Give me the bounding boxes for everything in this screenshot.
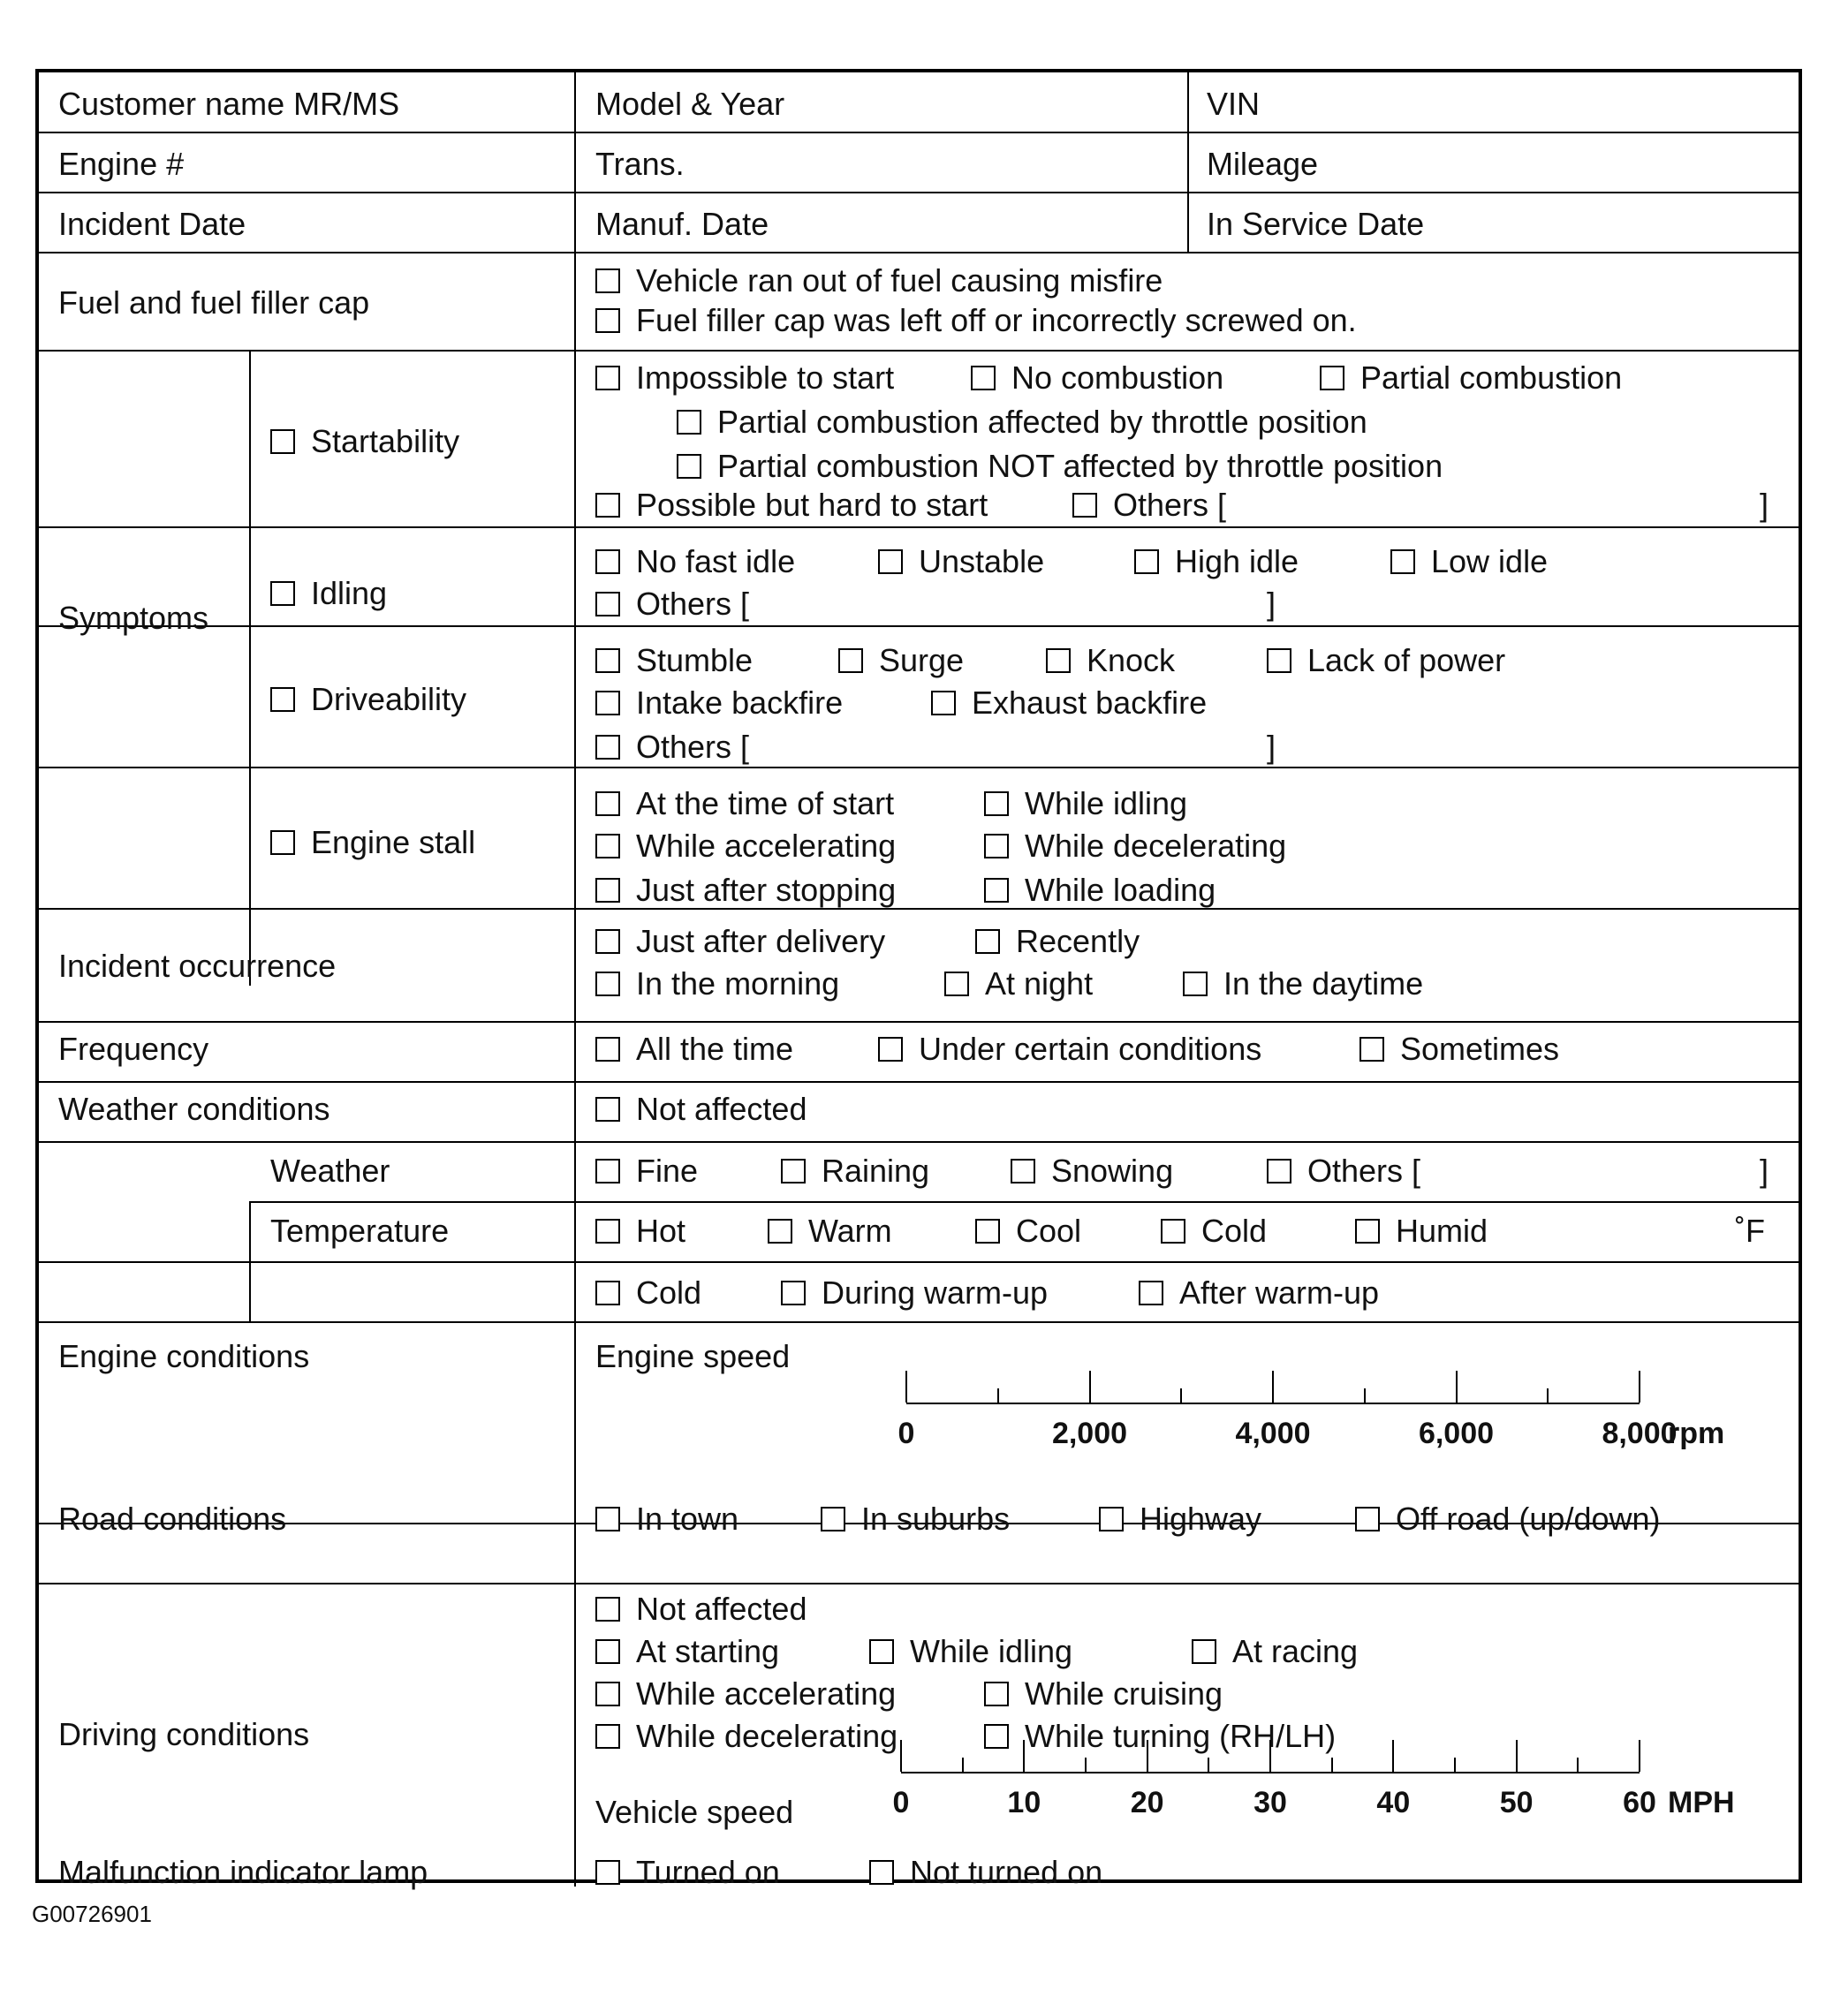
bracket-close: ] (1267, 729, 1276, 765)
driveability-label: Driveability (311, 681, 467, 717)
symptoms-section-label: Symptoms (58, 600, 209, 636)
cold-temperature-checkbox[interactable] (1161, 1219, 1185, 1244)
mph-scale-minor-tick (1208, 1758, 1209, 1772)
warm-checkbox[interactable] (768, 1219, 792, 1244)
row-divider (39, 1583, 1799, 1584)
no-combustion-checkbox[interactable] (971, 366, 996, 390)
row-divider (39, 625, 1799, 627)
rpm-scale-tick-label: 8,000 (1602, 1417, 1678, 1450)
mph-scale-minor-tick (1085, 1758, 1087, 1772)
mph-scale-major-tick (1516, 1740, 1518, 1772)
high-idle-label: High idle (1175, 543, 1299, 579)
driving-conditions-label: Driving conditions (58, 1716, 310, 1752)
fine-label: Fine (636, 1153, 699, 1189)
intake-backfire-checkbox[interactable] (595, 691, 620, 715)
cool-label: Cool (1016, 1213, 1082, 1249)
mph-scale-tick-label: 30 (1253, 1786, 1287, 1819)
at-starting-checkbox[interactable] (595, 1639, 620, 1664)
at-racing-label: At racing (1232, 1633, 1359, 1669)
figure-code: G00726901 (32, 1901, 152, 1927)
row-divider (39, 252, 1799, 253)
no-fast-idle-label: No fast idle (636, 543, 796, 579)
driving-while-accelerating-label: While accelerating (636, 1675, 897, 1712)
not-turned-on-checkbox[interactable] (869, 1860, 894, 1885)
mph-scale-major-tick (1147, 1740, 1148, 1772)
mph-scale-minor-tick (1454, 1758, 1456, 1772)
in-the-morning-checkbox[interactable] (595, 972, 620, 996)
temperature-label: Temperature (270, 1213, 450, 1249)
unstable-label: Unstable (919, 543, 1045, 579)
row-divider (901, 1772, 1640, 1773)
cold-temperature-label: Cold (1201, 1213, 1268, 1249)
frequency-label: Frequency (58, 1031, 209, 1067)
mph-scale-major-tick (1023, 1740, 1025, 1772)
all-the-time-checkbox[interactable] (595, 1037, 620, 1062)
humid-checkbox[interactable] (1355, 1219, 1380, 1244)
mph-scale-tick-label: 10 (1007, 1786, 1041, 1819)
stumble-label: Stumble (636, 642, 754, 678)
startability-label: Startability (311, 423, 460, 459)
recently-label: Recently (1016, 923, 1140, 959)
startability-checkbox[interactable] (270, 429, 295, 454)
at-racing-checkbox[interactable] (1192, 1639, 1216, 1664)
not-turned-on-label: Not turned on (910, 1854, 1103, 1890)
while-turning-checkbox[interactable] (984, 1724, 1009, 1749)
while-loading-label: While loading (1025, 872, 1216, 908)
stall-while-idling-label: While idling (1025, 785, 1188, 821)
low-idle-checkbox[interactable] (1390, 549, 1415, 574)
row-divider (39, 1081, 1799, 1083)
engine-cold-checkbox[interactable] (595, 1281, 620, 1305)
customer-name-field: Customer name MR/MS (58, 86, 400, 122)
driving-while-accelerating-checkbox[interactable] (595, 1682, 620, 1706)
while-loading-checkbox[interactable] (984, 878, 1009, 903)
row-divider (39, 1021, 1799, 1023)
after-warm-up-checkbox[interactable] (1139, 1281, 1163, 1305)
just-after-stopping-checkbox[interactable] (595, 878, 620, 903)
rpm-scale-minor-tick (1547, 1388, 1549, 1403)
turned-on-checkbox[interactable] (595, 1860, 620, 1885)
rpm-scale-unit: rpm (1668, 1417, 1725, 1450)
raining-label: Raining (822, 1153, 930, 1189)
after-warm-up-label: After warm-up (1179, 1274, 1380, 1311)
mph-scale-tick-label: 60 (1623, 1786, 1656, 1819)
at-starting-label: At starting (636, 1633, 780, 1669)
rpm-scale-major-tick (1456, 1371, 1458, 1403)
driveability-checkbox[interactable] (270, 687, 295, 712)
fuel-section-label: Fuel and fuel filler cap (58, 284, 370, 321)
under-certain-conditions-label: Under certain conditions (919, 1031, 1262, 1067)
filler-cap-off-label: Fuel filler cap was left off or incorrectly screwed on. (636, 302, 1357, 338)
startability-others-checkbox[interactable] (1072, 493, 1097, 518)
at-time-of-start-label: At the time of start (636, 785, 895, 821)
no-fast-idle-checkbox[interactable] (595, 549, 620, 574)
weather-not-affected-label: Not affected (636, 1091, 807, 1127)
row-divider (39, 767, 1799, 768)
weather-not-affected-checkbox[interactable] (595, 1097, 620, 1122)
mph-scale-major-tick (1392, 1740, 1394, 1772)
weather-others-label: Others [ (1307, 1153, 1421, 1189)
hard-to-start-label: Possible but hard to start (636, 487, 988, 523)
all-the-time-label: All the time (636, 1031, 794, 1067)
surge-label: Surge (879, 642, 965, 678)
driving-while-decelerating-checkbox[interactable] (595, 1724, 620, 1749)
during-warm-up-label: During warm-up (822, 1274, 1049, 1311)
column-divider (249, 1201, 251, 1321)
during-warm-up-checkbox[interactable] (781, 1281, 806, 1305)
partial-affected-by-throttle-checkbox[interactable] (677, 410, 701, 435)
stall-while-accelerating-label: While accelerating (636, 828, 897, 864)
exhaust-backfire-checkbox[interactable] (931, 691, 956, 715)
at-night-label: At night (985, 965, 1094, 1002)
incident-date-field: Incident Date (58, 206, 246, 242)
high-idle-checkbox[interactable] (1134, 549, 1159, 574)
rpm-scale-major-tick (1089, 1371, 1091, 1403)
mph-scale-unit: MPH (1668, 1786, 1735, 1819)
trans-field: Trans. (595, 146, 685, 182)
idling-others-checkbox[interactable] (595, 592, 620, 616)
driving-not-affected-checkbox[interactable] (595, 1597, 620, 1622)
unstable-checkbox[interactable] (878, 549, 903, 574)
lack-of-power-label: Lack of power (1307, 642, 1506, 678)
column-divider (574, 72, 576, 1887)
intake-backfire-label: Intake backfire (636, 684, 844, 721)
knock-checkbox[interactable] (1046, 648, 1071, 673)
row-divider (39, 192, 1799, 193)
stall-while-decelerating-label: While decelerating (1025, 828, 1287, 864)
engine-conditions-label: Engine conditions (58, 1338, 310, 1374)
idling-label: Idling (311, 575, 388, 611)
engine-stall-label: Engine stall (311, 824, 476, 860)
driving-while-idling-label: While idling (910, 1633, 1073, 1669)
driving-not-affected-label: Not affected (636, 1591, 807, 1627)
cool-checkbox[interactable] (975, 1219, 1000, 1244)
in-the-daytime-checkbox[interactable] (1183, 972, 1208, 996)
exhaust-backfire-label: Exhaust backfire (972, 684, 1208, 721)
mil-label: Malfunction indicator lamp (58, 1854, 428, 1890)
engine-cold-label: Cold (636, 1274, 702, 1311)
engine-number-field: Engine # (58, 146, 185, 182)
partial-not-affected-by-throttle-checkbox[interactable] (677, 454, 701, 479)
mph-scale-major-tick (1269, 1740, 1271, 1772)
impossible-to-start-checkbox[interactable] (595, 366, 620, 390)
sometimes-checkbox[interactable] (1359, 1037, 1384, 1062)
rpm-scale-major-tick (1639, 1371, 1640, 1403)
road-conditions-label: Road conditions (58, 1501, 287, 1537)
in-the-morning-label: In the morning (636, 965, 840, 1002)
highway-label: Highway (1140, 1501, 1262, 1537)
mph-scale-tick-label: 40 (1376, 1786, 1411, 1819)
driving-while-decelerating-label: While decelerating (636, 1718, 898, 1754)
stall-while-idling-checkbox[interactable] (984, 791, 1009, 816)
row-divider (249, 1201, 1799, 1203)
rpm-scale-tick-label: 2,000 (1051, 1417, 1128, 1450)
recently-checkbox[interactable] (975, 929, 1000, 954)
engine-stall-checkbox[interactable] (270, 830, 295, 855)
engine-speed-label: Engine speed (595, 1338, 791, 1374)
row-divider (39, 908, 1799, 910)
bracket-close: ] (1760, 487, 1769, 523)
raining-checkbox[interactable] (781, 1159, 806, 1183)
knock-label: Knock (1087, 642, 1176, 678)
driving-while-idling-checkbox[interactable] (869, 1639, 894, 1664)
vehicle-speed-label: Vehicle speed (595, 1794, 794, 1830)
rpm-scale-minor-tick (997, 1388, 999, 1403)
idling-checkbox[interactable] (270, 581, 295, 606)
mph-scale-tick-label: 50 (1499, 1786, 1534, 1819)
driveability-others-checkbox[interactable] (595, 735, 620, 760)
partial-not-affected-by-throttle-label: Partial combustion NOT affected by throttle position (717, 448, 1443, 484)
rpm-scale-minor-tick (1180, 1388, 1182, 1403)
in-town-label: In town (636, 1501, 739, 1537)
manuf-date-field: Manuf. Date (595, 206, 769, 242)
bracket-close: ] (1760, 1153, 1769, 1189)
mph-scale-minor-tick (1577, 1758, 1579, 1772)
mph-scale-major-tick (1639, 1740, 1640, 1772)
under-certain-conditions-checkbox[interactable] (878, 1037, 903, 1062)
no-combustion-label: No combustion (1011, 359, 1224, 396)
bracket-close: ] (1267, 586, 1276, 622)
lack-of-power-checkbox[interactable] (1267, 648, 1291, 673)
stall-while-decelerating-checkbox[interactable] (984, 834, 1009, 858)
while-cruising-checkbox[interactable] (984, 1682, 1009, 1706)
model-year-field: Model & Year (595, 86, 785, 122)
just-after-delivery-checkbox[interactable] (595, 929, 620, 954)
while-cruising-label: While cruising (1025, 1675, 1223, 1712)
at-time-of-start-checkbox[interactable] (595, 791, 620, 816)
column-divider (249, 350, 251, 986)
filler-cap-off-checkbox[interactable] (595, 308, 620, 333)
snowing-label: Snowing (1051, 1153, 1174, 1189)
ran-out-of-fuel-checkbox[interactable] (595, 268, 620, 293)
partial-combustion-label: Partial combustion (1360, 359, 1623, 396)
rpm-scale-major-tick (1272, 1371, 1274, 1403)
humid-label: Humid (1396, 1213, 1488, 1249)
partial-combustion-checkbox[interactable] (1320, 366, 1344, 390)
in-suburbs-checkbox[interactable] (821, 1507, 845, 1531)
impossible-to-start-label: Impossible to start (636, 359, 895, 396)
just-after-stopping-label: Just after stopping (636, 872, 897, 908)
mph-scale-tick-label: 0 (892, 1786, 910, 1819)
ran-out-of-fuel-label: Vehicle ran out of fuel causing misfire (636, 262, 1163, 299)
weather-label: Weather (270, 1153, 390, 1189)
row-divider (39, 350, 1799, 352)
warm-label: Warm (808, 1213, 892, 1249)
rpm-scale-minor-tick (1364, 1388, 1366, 1403)
in-the-daytime-label: In the daytime (1223, 965, 1424, 1002)
hot-checkbox[interactable] (595, 1219, 620, 1244)
idling-others-label: Others [ (636, 586, 750, 622)
driveability-others-label: Others [ (636, 729, 750, 765)
mph-scale-tick-label: 20 (1130, 1786, 1164, 1819)
fahrenheit-unit: ˚F (1735, 1213, 1765, 1249)
row-divider (39, 526, 1799, 528)
row-divider (906, 1403, 1640, 1404)
in-service-date-field: In Service Date (1207, 206, 1425, 242)
row-divider (39, 1141, 1799, 1143)
rpm-scale-tick-label: 0 (897, 1417, 915, 1450)
vin-field: VIN (1207, 86, 1261, 122)
turned-on-label: Turned on (636, 1854, 780, 1890)
hot-label: Hot (636, 1213, 686, 1249)
off-road-label: Off road (up/down) (1396, 1501, 1661, 1537)
fine-checkbox[interactable] (595, 1159, 620, 1183)
incident-occurrence-label: Incident occurrence (58, 948, 337, 984)
stumble-checkbox[interactable] (595, 648, 620, 673)
surge-checkbox[interactable] (838, 648, 863, 673)
weather-others-checkbox[interactable] (1267, 1159, 1291, 1183)
row-divider (249, 1261, 1799, 1263)
row-divider (39, 1321, 1799, 1323)
startability-others-label: Others [ (1113, 487, 1227, 523)
in-suburbs-label: In suburbs (861, 1501, 1011, 1537)
rpm-scale-tick-label: 6,000 (1418, 1417, 1495, 1450)
off-road-checkbox[interactable] (1355, 1507, 1380, 1531)
mileage-field: Mileage (1207, 146, 1319, 182)
just-after-delivery-label: Just after delivery (636, 923, 886, 959)
rpm-scale-major-tick (905, 1371, 907, 1403)
low-idle-label: Low idle (1431, 543, 1549, 579)
row-divider (39, 132, 1799, 133)
mph-scale-minor-tick (962, 1758, 964, 1772)
hard-to-start-checkbox[interactable] (595, 493, 620, 518)
sometimes-label: Sometimes (1400, 1031, 1560, 1067)
snowing-checkbox[interactable] (1011, 1159, 1035, 1183)
partial-affected-by-throttle-label: Partial combustion affected by throttle position (717, 404, 1367, 440)
highway-checkbox[interactable] (1099, 1507, 1124, 1531)
column-divider (1187, 72, 1189, 252)
at-night-checkbox[interactable] (944, 972, 969, 996)
customer-problem-form (35, 69, 1802, 1890)
while-turning-label: While turning (RH/LH) (1025, 1718, 1337, 1754)
mph-scale-minor-tick (1331, 1758, 1333, 1772)
weather-conditions-label: Weather conditions (58, 1091, 330, 1127)
mph-scale-major-tick (900, 1740, 902, 1772)
stall-while-accelerating-checkbox[interactable] (595, 834, 620, 858)
in-town-checkbox[interactable] (595, 1507, 620, 1531)
rpm-scale-tick-label: 4,000 (1235, 1417, 1311, 1450)
